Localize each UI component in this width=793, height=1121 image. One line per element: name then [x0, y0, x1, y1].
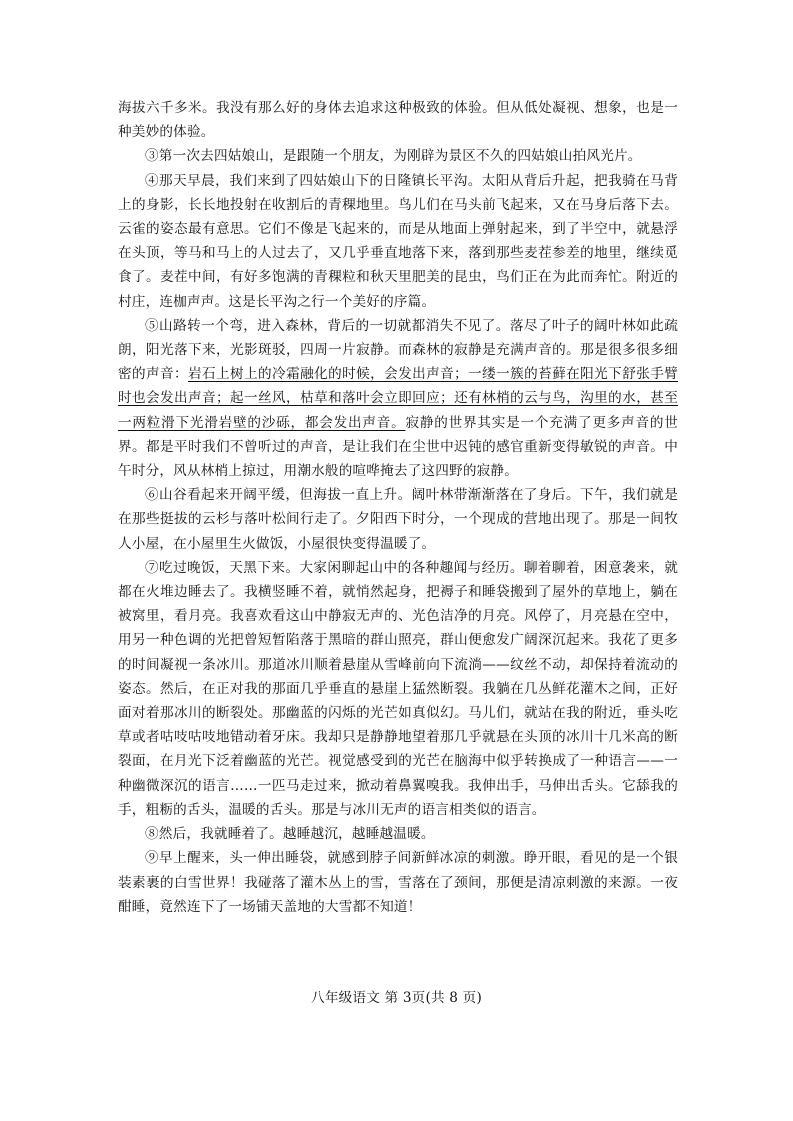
article-body — [118, 96, 678, 919]
paragraph-7: ⑦吃过晚饭，天黑下来。大家闲聊起山中的各种趣闻与经历。聊着聊着，困意袭来，就都在火堆边睡去了。我横竖睡不着，就悄然起身，把褥子和睡袋搬到了屋外的草地上，躺在被窝里，看月亮。我喜欢看这山中静寂无声的、光色洁净的月亮。风停了，月亮悬在空中，用另一种色调的光把曾短暂陷落于黑暗的群山照亮，群山便愈发广阔深沉起来。我花了更多的时间凝视一条冰川。那道冰川顺着悬崖从雪峰前向下流淌——纹丝不动，却保持着流动的姿态。然后，在正对我的那面几乎垂直的悬崖上猛然断裂。我躺在几丛鲜花灌木之间，正好面对着那冰川的断裂处。那幽蓝的闪烁的光芒如真似幻。马儿们，就站在我的附近，垂头吃草或者咕吱咕吱地错动着牙床。我却只是静静地望着那几乎就悬在头顶的冰川十几米高的断裂面，在月光下泛着幽蓝的光芒。视觉感受到的光芒在脑海中似乎转换成了一种语言——一种幽微深沉的语言……一匹马走过来，掀动着鼻翼嗅我。我伸出手，马伸出舌头。它舔我的手，粗粝的舌头，温暖的舌头。那是与冰川无声的语言相类似的语言。 — [118, 559, 678, 818]
paragraph-5-rest: 寂静的世界其实是一个充满了更多声音的世界。都是平时我们不曾听过的声音，是让我们在尘世中迟钝的感官重新变得敏锐的声音。中午时分，风从林梢上掠过，用潮水般的喧哗掩去了这四野的寂静。 — [118, 414, 678, 480]
paragraph-8: ⑧然后，我就睡着了。越睡越沉，越睡越温暖。 — [145, 826, 435, 843]
paragraph-4: ④那天早晨，我们来到了四姑娘山下的日隆镇长平沟。太阳从背后升起，把我骑在马背上的身影，长长地投射在收割后的青稞地里。鸟儿们在马头前飞起来，又在马身后落下去。云雀的姿态最有意思。它们不像是飞起来的，而是从地面上弹射起来，到了半空中，就悬浮在头顶，等马和马上的人过去了，又几乎垂直地落下来，落到那些麦茬参差的地里，继续觅食了。麦茬中间，有好多饱满的青稞粒和秋天里肥美的昆虫，鸟们正在为此而奔忙。附近的村庄，连枷声声。这是长平沟之行一个美好的序篇。 — [118, 172, 678, 310]
paragraph-5 — [118, 314, 678, 483]
paragraph-6: ⑥山谷看起来开阔平缓，但海拔一直上升。阔叶林带渐渐落在了身后。下午，我们就是在那些挺拔的云杉与落叶松间行走了。夕阳西下时分，一个现成的营地出现了。那是一间牧人小屋，在小屋里生火做饭，小屋很快变得温暖了。 — [118, 487, 678, 552]
paragraph-9: ⑨早上醒来，头一伸出睡袋，就感到脖子间新鲜冰凉的刺激。睁开眼，看见的是一个银装素裹的白雪世界！我碰落了灌木丛上的雪，雪落在了颈间，那便是清凉刺激的来源。一夜酣睡，竟然连下了一场铺天盖地的大雪都不知道！ — [118, 850, 678, 915]
paragraph-5-underlined-sentence: 岩石上树上的冷霜融化的时候，会发出声音；一缕一簇的苔藓在阳光下舒张手臂时也会发出声音；起一丝风，枯草和落叶会立即回应；还有林梢的云与鸟，沟里的水，甚至一两粒滑下光滑岩壁的沙砾，都会发出声音。 — [118, 366, 679, 431]
page-footer: 八年级语文 第 3页(共 8 页) — [311, 990, 482, 1006]
paragraph-3: ③第一次去四姑娘山，是跟随一个朋友，为刚辟为景区不久的四姑娘山拍风光片。 — [145, 148, 642, 165]
paragraph-continued: 海拔六千多米。我没有那么好的身体去追求这种极致的体验。但从低处凝视、想象，也是一种美妙的体验。 — [118, 100, 678, 141]
paragraph-5-intro: ⑤山路转一个弯，进入森林，背后的一切就都消失不见了。落尽了叶子的阔叶林如此疏朗，阳光落下来，光影斑驳，四周一片寂静。而森林的寂静是充满声音的。那是很多很多细密的声音： — [118, 317, 678, 383]
